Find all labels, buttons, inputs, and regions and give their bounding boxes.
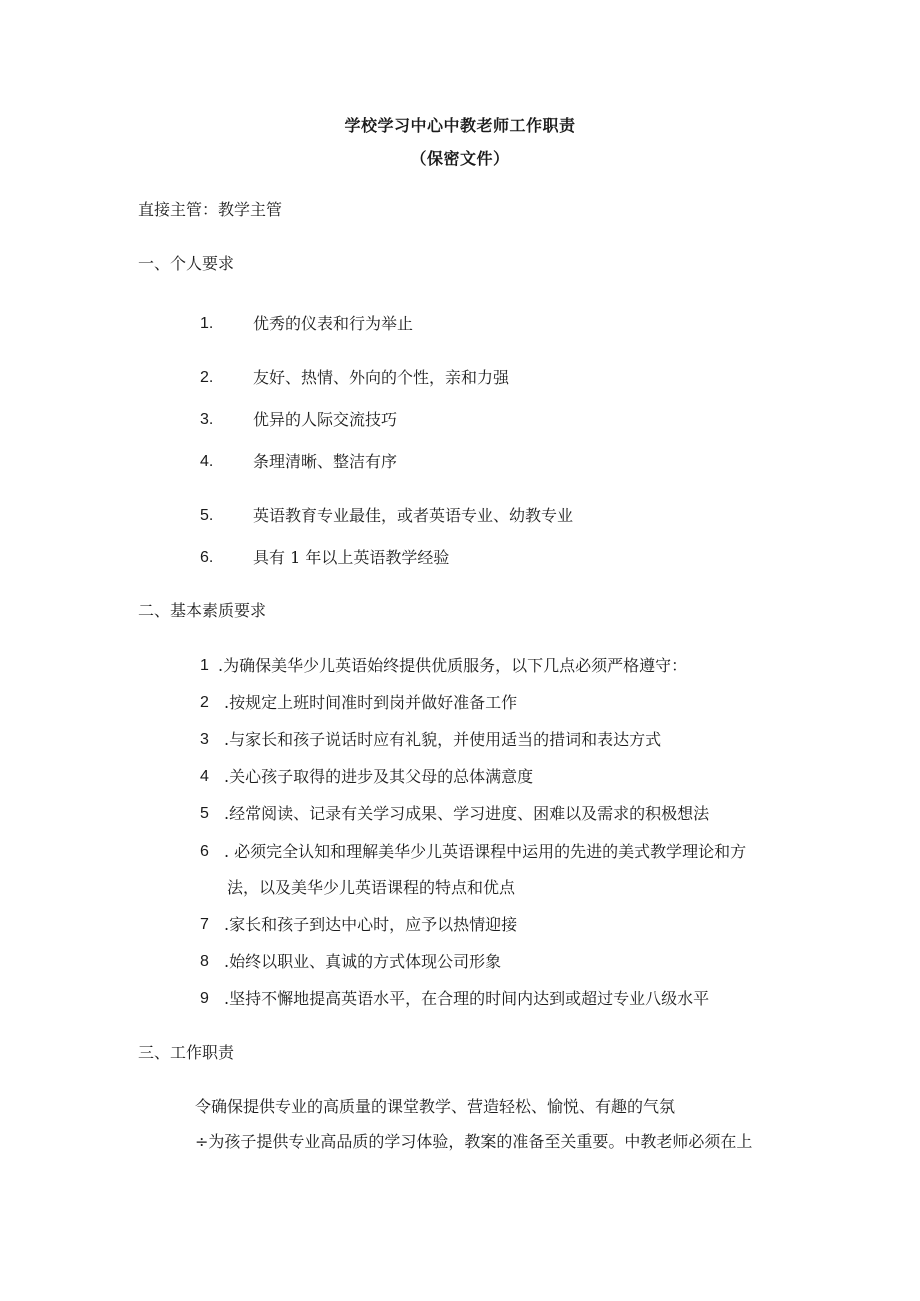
section1-item-number: 4. — [200, 453, 214, 470]
supervisor-line: 直接主管：教学主管 — [138, 200, 283, 219]
section1-item-number: 6. — [200, 549, 214, 566]
document-title: 学校学习中心中教老师工作职责 — [344, 116, 576, 135]
section1-item-number: 1. — [200, 315, 214, 332]
section2-item-number: 7 — [200, 916, 209, 933]
section2-item-text: .家长和孩子到达中心时，应予以热情迎接 — [224, 915, 518, 934]
section2-item-number: 2 — [200, 694, 209, 711]
document-subtitle: （保密文件） — [410, 149, 510, 168]
section1-item-number: 5. — [200, 507, 214, 524]
section1-item-number: 2. — [200, 369, 214, 386]
section2-item-number: 8 — [200, 953, 209, 970]
section1-item-text: 英语教育专业最佳，或者英语专业、幼教专业 — [253, 506, 574, 525]
section1-item-text: 具有 1 年以上英语教学经验 — [253, 548, 450, 567]
section2-item-text: .按规定上班时间准时到岗并做好准备工作 — [224, 693, 518, 712]
section2-item-number: 3 — [200, 731, 209, 748]
section2-item-text: .经常阅读、记录有关学习成果、学习进度、困难以及需求的积极想法 — [224, 804, 710, 823]
section3-paragraph-line: ÷为孩子提供专业高品质的学习体验，教案的准备至关重要。中教老师必须在上 — [195, 1132, 753, 1151]
section2-item-number: 4 — [200, 768, 209, 785]
section1-item-text: 条理清晰、整洁有序 — [253, 452, 398, 471]
section2-item-text: .关心孩子取得的进步及其父母的总体满意度 — [224, 767, 534, 786]
section2-item-number: 5 — [200, 805, 209, 822]
section1-item-number: 3. — [200, 411, 214, 428]
section2-heading: 二、基本素质要求 — [138, 601, 267, 620]
section2-item-text: .与家长和孩子说话时应有礼貌，并使用适当的措词和表达方式 — [224, 730, 662, 749]
section1-item-text: 优秀的仪表和行为举止 — [253, 314, 414, 333]
section2-item-number: 6 — [200, 843, 209, 860]
section2-item-text: . 必须完全认知和理解美华少儿英语课程中运用的先进的美式教学理论和方 — [224, 842, 747, 861]
section3-heading: 三、工作职责 — [138, 1043, 235, 1062]
section1-item-text: 友好、热情、外向的个性，亲和力强 — [253, 368, 510, 387]
section2-item-text: .为确保美华少儿英语始终提供优质服务，以下几点必须严格遵守： — [218, 656, 688, 675]
section1-heading: 一、个人要求 — [138, 254, 235, 273]
section2-item-number: 1 — [200, 657, 209, 674]
section3-paragraph-line: 令确保提供专业的高质量的课堂教学、营造轻松、愉悦、有趣的气氛 — [195, 1097, 676, 1116]
section2-item-text: .始终以职业、真诚的方式体现公司形象 — [224, 952, 502, 971]
section1-item-text: 优异的人际交流技巧 — [253, 410, 398, 429]
section2-item-number: 9 — [200, 990, 209, 1007]
section2-item-continuation: 法，以及美华少儿英语课程的特点和优点 — [227, 878, 516, 897]
section2-item-text: .坚持不懈地提高英语水平，在合理的时间内达到或超过专业八级水平 — [224, 989, 710, 1008]
